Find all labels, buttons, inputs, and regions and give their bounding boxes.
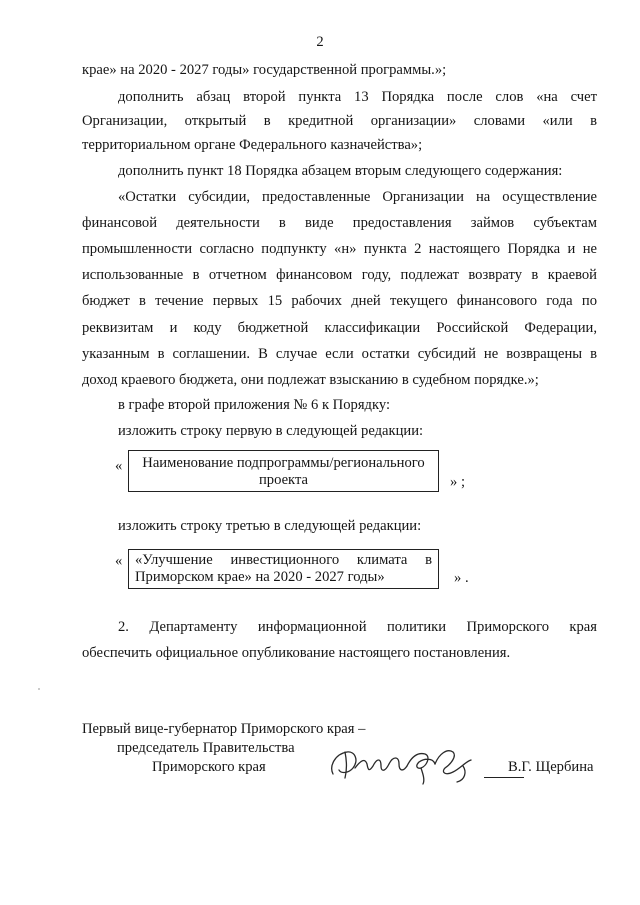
text-line: в графе второй приложения № 6 к Порядку: bbox=[118, 397, 390, 413]
text-line: указанным в соглашении. В случае если остатки субсидий не возвращены в bbox=[82, 346, 597, 362]
text-line: финансовой деятельности в виде предоставления займов субъектам bbox=[82, 215, 597, 231]
close-quote: » ; bbox=[450, 474, 465, 490]
signer-position: Первый вице-губернатор Приморского края – bbox=[82, 721, 366, 737]
text-line: доход краевого бюджета, они подлежат взысканию в судебном порядке.»; bbox=[82, 372, 539, 388]
close-quote: » . bbox=[454, 570, 469, 586]
text-line: «Остатки субсидии, предоставленные Организации на осуществление bbox=[118, 189, 597, 205]
open-quote: « bbox=[115, 553, 123, 569]
box-line: проекта bbox=[259, 472, 308, 488]
text-line: изложить строку первую в следующей редакции: bbox=[118, 423, 424, 439]
signature-line bbox=[484, 777, 524, 778]
box-line: Наименование подпрограммы/регионального bbox=[142, 455, 425, 471]
signer-name: В.Г. Щербина bbox=[508, 759, 594, 775]
text-line: дополнить пункт 18 Порядка абзацем вторым следующего содержания: bbox=[118, 163, 563, 179]
text-line: изложить строку третью в следующей редакции: bbox=[118, 518, 422, 534]
text-line: 2. Департаменту информационной политики Приморского края bbox=[118, 619, 597, 635]
text-line: дополнить абзац второй пункта 13 Порядка после слов «на счет bbox=[118, 89, 597, 105]
box-line: Приморском крае» на 2020 - 2027 годы» bbox=[135, 569, 385, 585]
margin-dot bbox=[38, 688, 40, 690]
text-line: крае» на 2020 - 2027 годы» государственной программы.»; bbox=[82, 62, 447, 78]
text-line: реквизитам и коду бюджетной классификации Российской Федерации, bbox=[82, 320, 597, 336]
box-line: «Улучшение инвестиционного климата в bbox=[135, 552, 432, 568]
signer-position: председатель Правительства bbox=[117, 740, 295, 756]
text-line: бюджет в течение первых 15 рабочих дней текущего финансового года по bbox=[82, 293, 597, 309]
page-number: 2 bbox=[316, 34, 324, 50]
text-line: обеспечить официальное опубликование настоящего постановления. bbox=[82, 645, 511, 661]
text-line: территориальном органе Федерального казначейства»; bbox=[82, 137, 423, 153]
open-quote: « bbox=[115, 458, 123, 474]
text-line: промышленности согласно подпункту «н» пункта 2 настоящего Порядка и не bbox=[82, 241, 597, 257]
text-line: Организации, открытый в кредитной организации» словами «или в bbox=[82, 113, 597, 129]
handwritten-signature bbox=[325, 738, 495, 786]
signer-position: Приморского края bbox=[152, 759, 266, 775]
table-row-box bbox=[128, 549, 439, 589]
text-line: использованные в отчетном финансовом году, подлежат возврату в краевой bbox=[82, 267, 597, 283]
table-row-box bbox=[128, 450, 439, 492]
